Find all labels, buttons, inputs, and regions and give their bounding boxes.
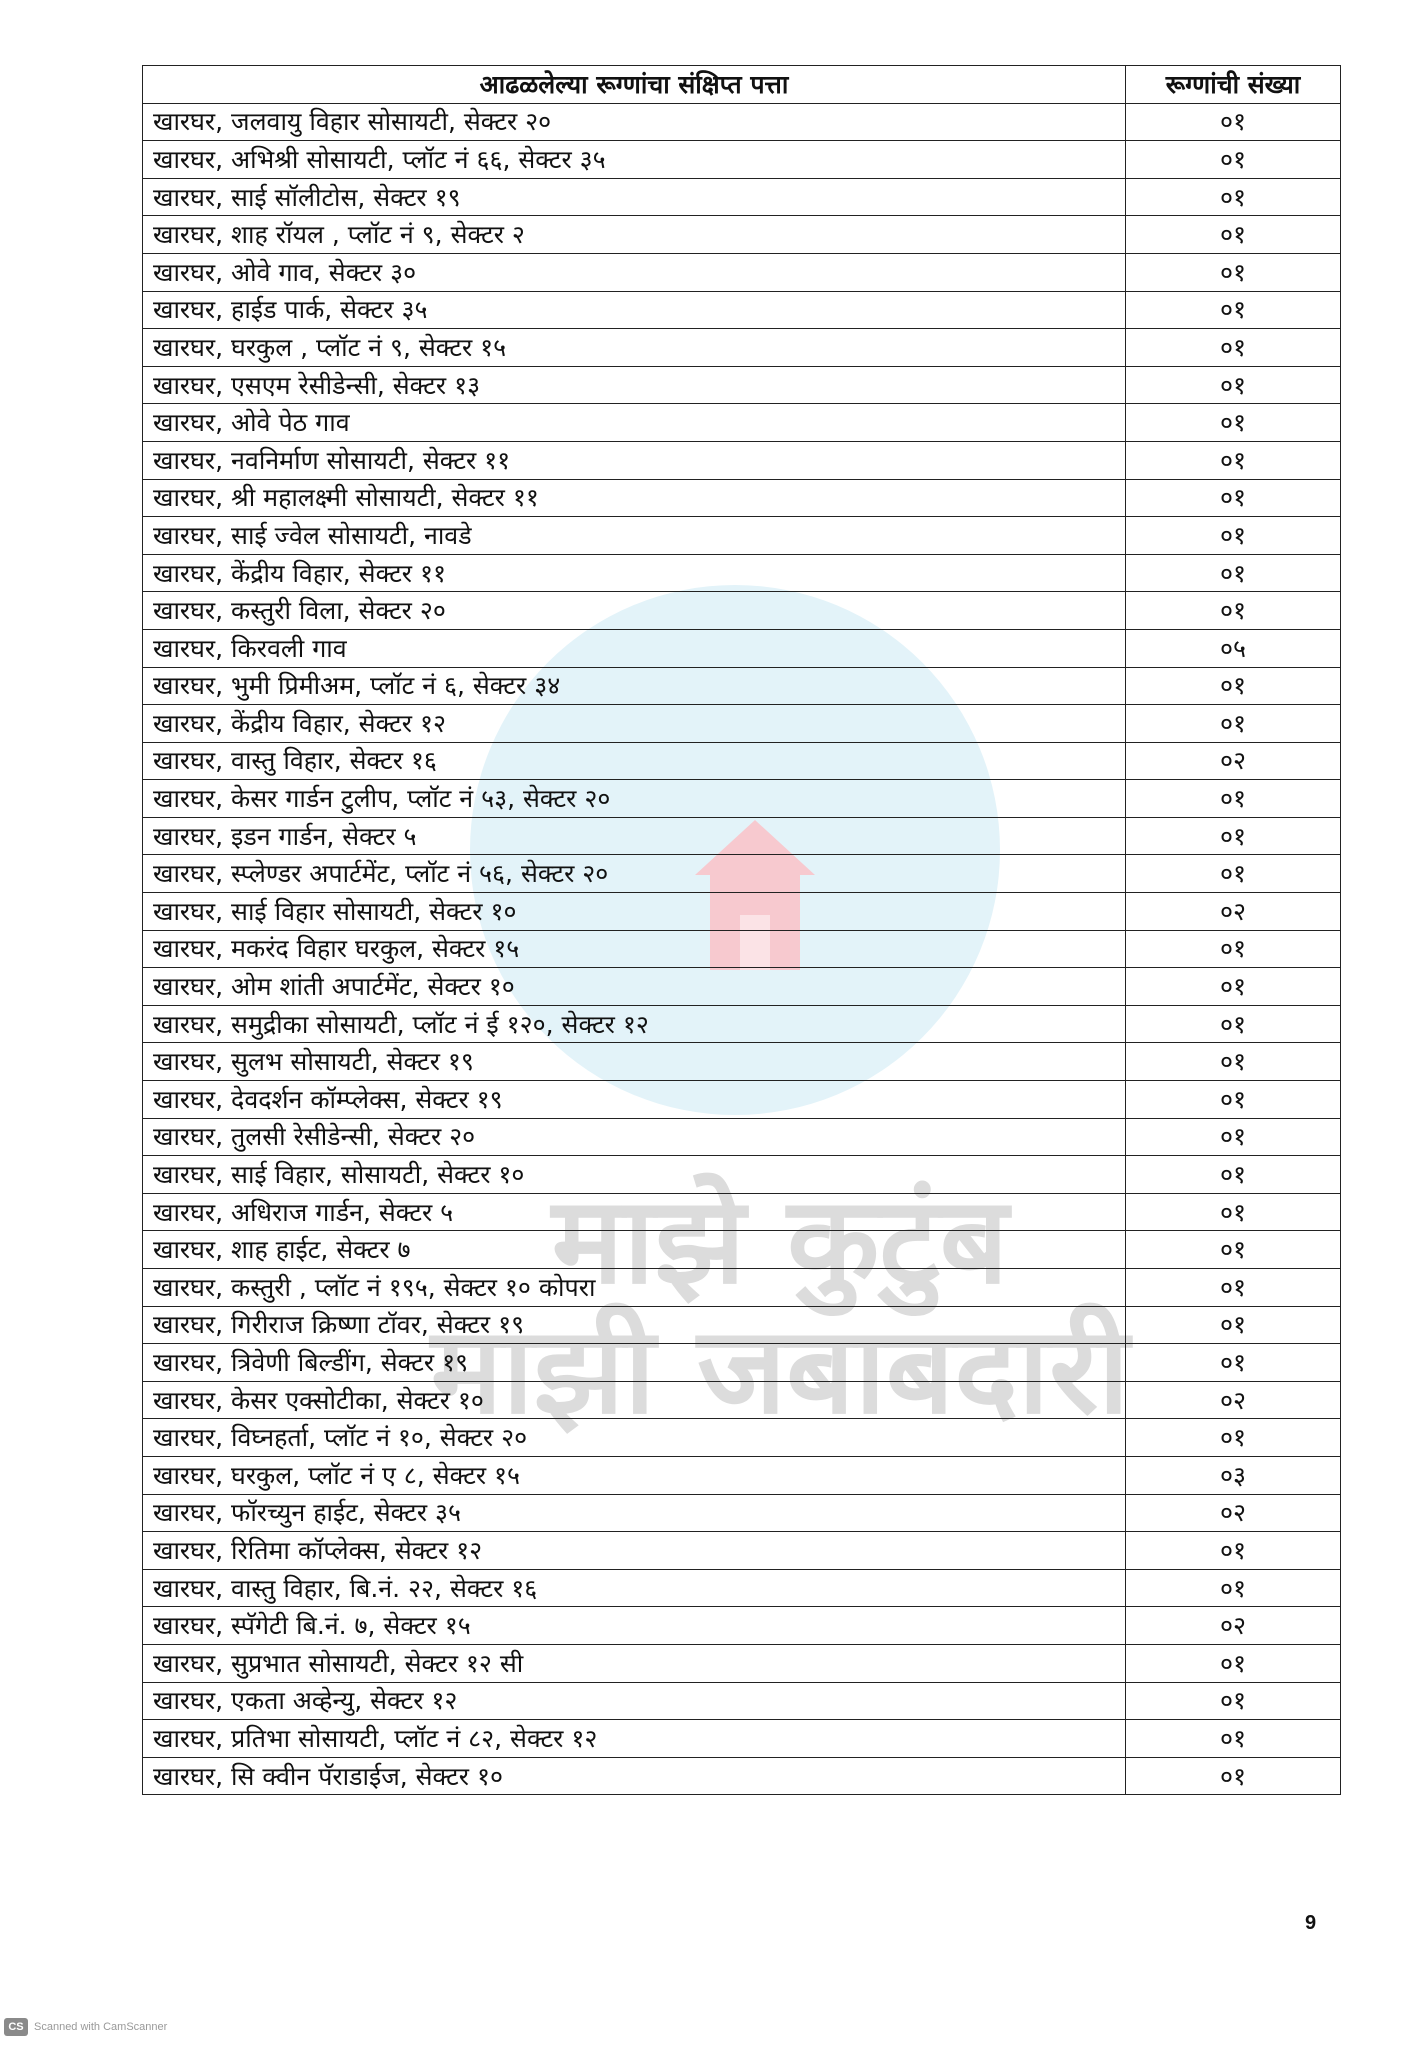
table-row: [143, 1043, 1341, 1081]
count-cell: ०१: [1126, 366, 1341, 404]
table-row: [143, 780, 1341, 818]
table-row: [143, 1644, 1341, 1682]
table-row: [143, 1419, 1341, 1457]
patients-address-table: [142, 65, 1341, 1795]
table-row: [143, 404, 1341, 442]
address-cell: खारघर, श्री महालक्ष्मी सोसायटी, सेक्टर ११: [143, 479, 1126, 517]
table-row: [143, 1720, 1341, 1758]
table-row: [143, 1381, 1341, 1419]
address-column-header: आढळलेल्या रूग्णांचा संक्षिप्त पत्ता: [143, 66, 1126, 104]
address-cell: खारघर, किरवली गाव: [143, 629, 1126, 667]
count-cell: ०२: [1126, 1607, 1341, 1645]
table-row: [143, 1344, 1341, 1382]
count-cell: ०१: [1126, 1757, 1341, 1795]
count-cell: ०१: [1126, 855, 1341, 893]
table-row: [143, 893, 1341, 931]
table-row: [143, 479, 1341, 517]
address-cell: खारघर, अभिश्री सोसायटी, प्लॉट नं ६६, सेक्टर ३५: [143, 141, 1126, 179]
table-row: [143, 1193, 1341, 1231]
address-cell: खारघर, शाह रॉयल , प्लॉट नं ९, सेक्टर २: [143, 216, 1126, 254]
table-row: [143, 441, 1341, 479]
count-cell: ०३: [1126, 1456, 1341, 1494]
address-cell: खारघर, नवनिर्माण सोसायटी, सेक्टर ११: [143, 441, 1126, 479]
address-cell: खारघर, साई सॉलीटोस, सेक्टर १९: [143, 178, 1126, 216]
count-cell: ०२: [1126, 893, 1341, 931]
address-cell: खारघर, स्पॅगेटी बि.नं. ७, सेक्टर १५: [143, 1607, 1126, 1645]
address-cell: खारघर, घरकुल , प्लॉट नं ९, सेक्टर १५: [143, 329, 1126, 367]
address-cell: खारघर, तुलसी रेसीडेन्सी, सेक्टर २०: [143, 1118, 1126, 1156]
count-cell: ०२: [1126, 1381, 1341, 1419]
address-cell: खारघर, साई ज्वेल सोसायटी, नावडे: [143, 517, 1126, 555]
table-row: [143, 1005, 1341, 1043]
table-row: [143, 253, 1341, 291]
address-cell: खारघर, गिरीराज क्रिष्णा टॉवर, सेक्टर १९: [143, 1306, 1126, 1344]
count-cell: ०१: [1126, 1569, 1341, 1607]
table-body: [143, 103, 1341, 1795]
count-cell: ०१: [1126, 1269, 1341, 1307]
address-cell: खारघर, मकरंद विहार घरकुल, सेक्टर १५: [143, 930, 1126, 968]
count-cell: ०१: [1126, 968, 1341, 1006]
address-cell: खारघर, त्रिवेणी बिल्डींग, सेक्टर १९: [143, 1344, 1126, 1382]
count-cell: ०१: [1126, 1156, 1341, 1194]
scanner-watermark: [4, 2018, 167, 2036]
table-row: [143, 291, 1341, 329]
count-cell: ०१: [1126, 667, 1341, 705]
count-cell: ०१: [1126, 1419, 1341, 1457]
address-cell: खारघर, विघ्नहर्ता, प्लॉट नं १०, सेक्टर २०: [143, 1419, 1126, 1457]
table-row: [143, 216, 1341, 254]
scanner-text: Scanned with CamScanner: [34, 2021, 168, 2033]
count-cell: ०१: [1126, 1532, 1341, 1570]
address-cell: खारघर, कस्तुरी विला, सेक्टर २०: [143, 592, 1126, 630]
address-cell: खारघर, केसर एक्सोटीका, सेक्टर १०: [143, 1381, 1126, 1419]
count-cell: ०१: [1126, 1720, 1341, 1758]
table-row: [143, 592, 1341, 630]
watermark-text-line2: माझी जबाबदारी: [430, 1302, 1130, 1441]
table-row: [143, 1118, 1341, 1156]
count-cell: ०१: [1126, 930, 1341, 968]
address-cell: खारघर, अधिराज गार्डन, सेक्टर ५: [143, 1193, 1126, 1231]
address-cell: खारघर, सुलभ सोसायटी, सेक्टर १९: [143, 1043, 1126, 1081]
count-cell: ०१: [1126, 253, 1341, 291]
address-cell: खारघर, साई विहार सोसायटी, सेक्टर १०: [143, 893, 1126, 931]
count-cell: ०१: [1126, 1043, 1341, 1081]
count-cell: ०१: [1126, 705, 1341, 743]
address-cell: खारघर, केंद्रीय विहार, सेक्टर ११: [143, 554, 1126, 592]
address-cell: खारघर, शाह हाईट, सेक्टर ७: [143, 1231, 1126, 1269]
table-row: [143, 855, 1341, 893]
address-cell: खारघर, फॉरच्युन हाईट, सेक्टर ३५: [143, 1494, 1126, 1532]
table-row: [143, 742, 1341, 780]
count-cell: ०१: [1126, 141, 1341, 179]
table-row: [143, 817, 1341, 855]
table-row: [143, 629, 1341, 667]
count-cell: ०१: [1126, 216, 1341, 254]
table-row: [143, 705, 1341, 743]
table-row: [143, 968, 1341, 1006]
table-row: [143, 141, 1341, 179]
table-row: [143, 667, 1341, 705]
count-cell: ०१: [1126, 1193, 1341, 1231]
count-cell: ०१: [1126, 517, 1341, 555]
count-cell: ०१: [1126, 1118, 1341, 1156]
count-cell: ०१: [1126, 1306, 1341, 1344]
page-number: 9: [1305, 1912, 1317, 1934]
count-cell: ०१: [1126, 592, 1341, 630]
table-row: [143, 1456, 1341, 1494]
address-cell: खारघर, रितिमा कॉप्लेक्स, सेक्टर १२: [143, 1532, 1126, 1570]
address-cell: खारघर, केसर गार्डन टुलीप, प्लॉट नं ५३, सेक्टर २०: [143, 780, 1126, 818]
table-row: [143, 554, 1341, 592]
address-cell: खारघर, प्रतिभा सोसायटी, प्लॉट नं ८२, सेक्टर १२: [143, 1720, 1126, 1758]
table-row: [143, 1269, 1341, 1307]
address-cell: खारघर, ओवे गाव, सेक्टर ३०: [143, 253, 1126, 291]
address-cell: खारघर, वास्तु विहार, बि.नं. २२, सेक्टर १६: [143, 1569, 1126, 1607]
count-cell: ०१: [1126, 1231, 1341, 1269]
table-row: [143, 1757, 1341, 1795]
count-cell: ०१: [1126, 1644, 1341, 1682]
address-cell: खारघर, साई विहार, सोसायटी, सेक्टर १०: [143, 1156, 1126, 1194]
count-cell: ०१: [1126, 329, 1341, 367]
count-cell: ०१: [1126, 103, 1341, 141]
table-row: [143, 366, 1341, 404]
address-cell: खारघर, ओवे पेठ गाव: [143, 404, 1126, 442]
table-row: [143, 1081, 1341, 1119]
address-cell: खारघर, समुद्रीका सोसायटी, प्लॉट नं ई १२०, सेक्टर १२: [143, 1005, 1126, 1043]
table-row: [143, 1569, 1341, 1607]
address-cell: खारघर, ओम शांती अपार्टमेंट, सेक्टर १०: [143, 968, 1126, 1006]
address-cell: खारघर, घरकुल, प्लॉट नं ए ८, सेक्टर १५: [143, 1456, 1126, 1494]
count-cell: ०१: [1126, 479, 1341, 517]
address-cell: खारघर, वास्तु विहार, सेक्टर १६: [143, 742, 1126, 780]
count-cell: ०१: [1126, 178, 1341, 216]
table-row: [143, 178, 1341, 216]
address-cell: खारघर, एकता अव्हेन्यु, सेक्टर १२: [143, 1682, 1126, 1720]
address-cell: खारघर, भुमी प्रिमीअम, प्लॉट नं ६, सेक्टर ३४: [143, 667, 1126, 705]
table-row: [143, 1231, 1341, 1269]
count-cell: ०१: [1126, 780, 1341, 818]
count-cell: ०१: [1126, 1081, 1341, 1119]
address-cell: खारघर, सि क्वीन पॅराडाईज, सेक्टर १०: [143, 1757, 1126, 1795]
address-cell: खारघर, हाईड पार्क, सेक्टर ३५: [143, 291, 1126, 329]
watermark-text-line1: माझे कुटुंब: [551, 1172, 1009, 1311]
count-cell: ०२: [1126, 1494, 1341, 1532]
table-row: [143, 103, 1341, 141]
table-row: [143, 1494, 1341, 1532]
count-column-header: रूग्णांची संख्या: [1126, 66, 1341, 104]
address-cell: खारघर, देवदर्शन कॉम्प्लेक्स, सेक्टर १९: [143, 1081, 1126, 1119]
camscanner-logo-icon: CS: [4, 2018, 28, 2036]
table-row: [143, 930, 1341, 968]
count-cell: ०२: [1126, 742, 1341, 780]
address-cell: खारघर, एसएम रेसीडेन्सी, सेक्टर १३: [143, 366, 1126, 404]
table-row: [143, 1306, 1341, 1344]
table-row: [143, 517, 1341, 555]
address-cell: खारघर, केंद्रीय विहार, सेक्टर १२: [143, 705, 1126, 743]
address-cell: खारघर, इडन गार्डन, सेक्टर ५: [143, 817, 1126, 855]
count-cell: ०१: [1126, 291, 1341, 329]
count-cell: ०१: [1126, 1344, 1341, 1382]
count-cell: ०५: [1126, 629, 1341, 667]
address-cell: खारघर, स्प्लेण्डर अपार्टमेंट, प्लॉट नं ५६, सेक्टर २०: [143, 855, 1126, 893]
count-cell: ०१: [1126, 1682, 1341, 1720]
table-row: [143, 1607, 1341, 1645]
table-row: [143, 1532, 1341, 1570]
address-cell: खारघर, कस्तुरी , प्लॉट नं १९५, सेक्टर १० कोपरा: [143, 1269, 1126, 1307]
count-cell: ०१: [1126, 817, 1341, 855]
count-cell: ०१: [1126, 441, 1341, 479]
address-cell: खारघर, सुप्रभात सोसायटी, सेक्टर १२ सी: [143, 1644, 1126, 1682]
count-cell: ०१: [1126, 1005, 1341, 1043]
table-row: [143, 1156, 1341, 1194]
count-cell: ०१: [1126, 404, 1341, 442]
table-row: [143, 329, 1341, 367]
table-row: [143, 1682, 1341, 1720]
count-cell: ०१: [1126, 554, 1341, 592]
table-header-row: [143, 66, 1341, 104]
address-cell: खारघर, जलवायु विहार सोसायटी, सेक्टर २०: [143, 103, 1126, 141]
